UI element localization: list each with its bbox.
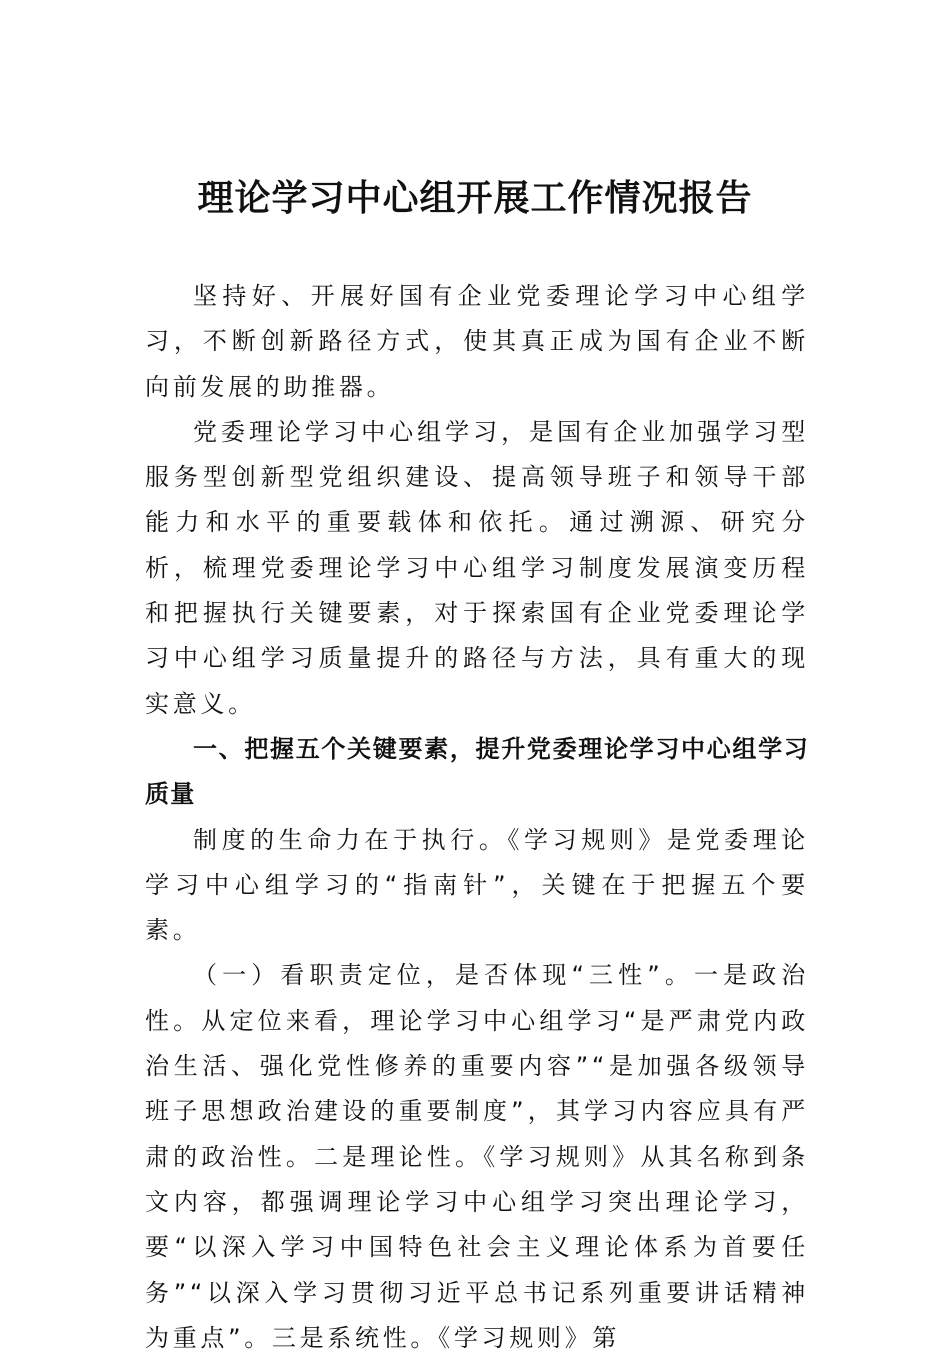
subsection-paragraph: （一）看职责定位，是否体现“三性”。一是政治性。从定位来看，理论学习中心组学习“是严肃党内政治生活、强化党性修养的重要内容”“是加强各级领导班子思想政治建设的重要制度”，其学习内容应具有严肃的政治性。二是理论性。《学习规则》从其名称到条文内容，都强调理论学习中心组学习突出理论学习，要“以深入学习中国特色社会主义理论体系为首要任务”“以深入学习贯彻习近平总书记系列重要讲话精神为重点”。三是系统性。《学习规则》第 [145, 961, 809, 1352]
body-paragraph: 党委理论学习中心组学习，是国有企业加强学习型服务型创新型党组织建设、提高领导班子和领导干部能力和水平的重要载体和依托。通过溯源、研究分析，梳理党委理论学习中心组学习制度发展演变历程和把握执行关键要素，对于探索国有企业党委理论学习中心组学习质量提升的路径与方法，具有重大的现实意义。 [145, 417, 809, 718]
document-title: 理论学习中心组开展工作情况报告 [197, 177, 753, 219]
section-heading: 一、把握五个关键要素，提升党委理论学习中心组学习质量 [145, 734, 809, 809]
document-body [145, 274, 809, 1361]
section-paragraph: 制度的生命力在于执行。《学习规则》是党委理论学习中心组学习的“指南针”，关键在于把握五个要素。 [145, 825, 809, 945]
intro-paragraph: 坚持好、开展好国有企业党委理论学习中心组学习，不断创新路径方式，使其真正成为国有企业不断向前发展的助推器。 [145, 282, 809, 401]
